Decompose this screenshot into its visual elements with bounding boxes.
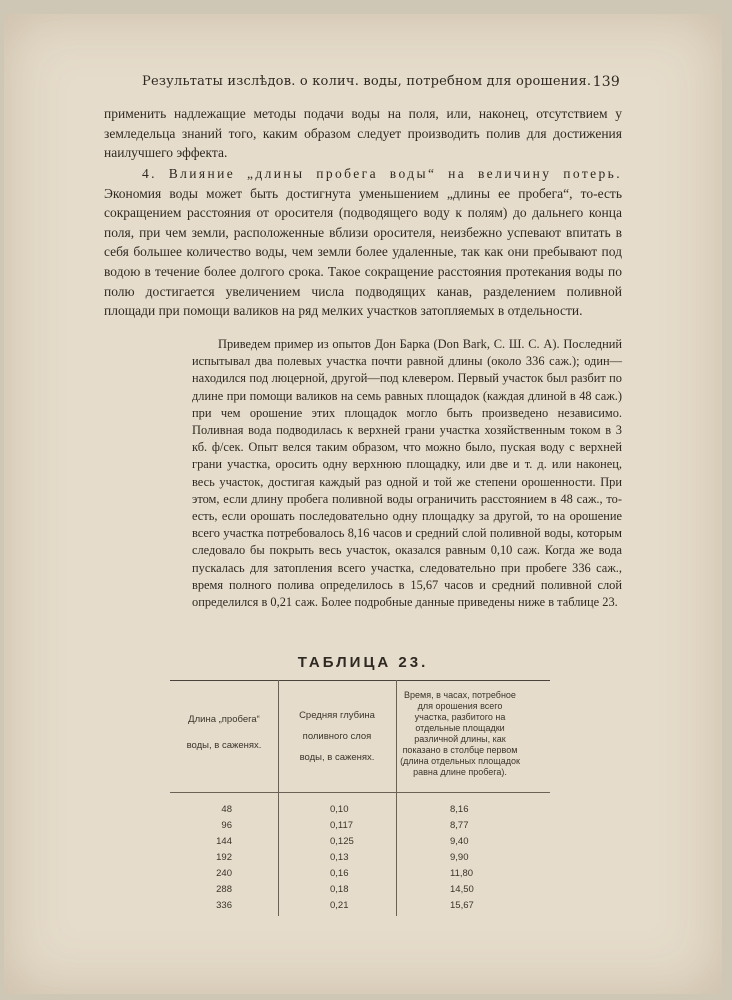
cell-length: 96 (221, 820, 232, 831)
paragraph-continuation: применить надлежащие методы подачи воды на поля, или, наконец, отсутствием у земледельца знаний того, каким образом следует производить полив для достижения наилучшего эффекта. (104, 106, 622, 161)
cell-length: 48 (221, 804, 232, 815)
header-depth-line1: Средняя глубина (299, 710, 375, 721)
cell-time: 14,50 (450, 884, 474, 895)
example-paragraph: Приведем пример из опытов Дон Барка (Don Bark, С. Ш. С. А). Последний испытывал два полевых участка почти равной длины (около 336 саж.); один—находился под люцерной, другой—под клевером. Первый участок был разбит по длине при помощи валиков на семь равных площадок (каждая длиной в 48 саж.) при чем орошение этих площадок могло быть произведено независимо. Поливная вода подводилась к верхней грани участка хозяйственным током в 3 кб. ф/сек. Опыт велся таким образом, что можно было, пуская воду с верхней грани участка, оросить одну верхнюю площадку, или две и т. д. или наконец, весь участок, достигая каждый раз одной и той же степени орошенности. При этом, если длину пробега поливной воды ограничить расстоянием в 48 саж., то-есть, если орошать последовательно одну площадку за другой, то на орошение всего участка потребовалось 8,16 часов и средний слой поливной воды, которым следовало бы покрыть весь участок, оказался равным 0,10 саж. Когда же вода пускалась для затопления всего участка, следовательно при пробеге 336 саж., время полного полива определилось в 15,67 часов и средний поливной слой определился в 0,21 саж. Более подробные данные приведены ниже в таблице 23. (192, 337, 622, 610)
cell-length: 288 (216, 884, 232, 895)
cell-depth: 0,125 (330, 836, 354, 847)
header-length-line2: воды, в саженях. (186, 740, 262, 751)
document-page (4, 14, 722, 994)
section-text: Экономия воды может быть достигнута уменьшением „длины ее пробега“, то-есть сокращением расстояния от оросителя (подводящего воду к полям) до дальнего конца поля, при чем земли, расположенные вблизи оросителя, неизбежно успевают впитать в себя большее количество воды, чем земли более удаленные, так как они пребывают под водою в течение более долгого срока. Такое сокращение расстояния протекания воды по полю достигается увеличением числа подводящих канав, разделением поливной площади при помощи валиков на ряд мелких участков затопляемых в отдельности. (104, 185, 622, 319)
section-paragraph (104, 164, 622, 321)
cell-depth: 0,21 (330, 900, 349, 911)
running-header (142, 74, 620, 89)
header-depth-line2: поливного слоя (302, 731, 372, 742)
cell-length: 336 (216, 900, 232, 911)
table-row (170, 868, 550, 884)
cell-time: 15,67 (450, 900, 474, 911)
page-number: 139 (592, 74, 620, 90)
data-table (170, 680, 550, 916)
header-depth-line3: воды, в саженях. (299, 752, 375, 763)
cell-depth: 0,16 (330, 868, 349, 879)
header-length-line1: Длина „пробега“ (188, 714, 260, 725)
table-row (170, 836, 550, 852)
cell-length: 240 (216, 868, 232, 879)
table-row (170, 884, 550, 900)
table-header-depth (278, 710, 396, 764)
section-heading: 4. Влияние „длины пробега воды“ на величину потерь. (142, 166, 622, 181)
table-header-length (170, 714, 278, 752)
table-row (170, 820, 550, 836)
cell-depth: 0,10 (330, 804, 349, 815)
table-header-time: Время, в часах, потребное для орошения всего участка, разбитого на отдельные площадки различной длины, как показано в столбце первом (длина отдельных площадок равна длине пробега). (400, 690, 520, 777)
table-header-rule (170, 792, 550, 793)
cell-length: 144 (216, 836, 232, 847)
cell-time: 9,90 (450, 852, 469, 863)
cell-time: 8,77 (450, 820, 469, 831)
table-caption: ТАБЛИЦА 23. (297, 654, 429, 671)
cell-time: 11,80 (450, 868, 474, 879)
cell-depth: 0,18 (330, 884, 349, 895)
table-row (170, 804, 550, 820)
cell-time: 9,40 (450, 836, 469, 847)
cell-time: 8,16 (450, 804, 469, 815)
table-row (170, 900, 550, 916)
cell-depth: 0,13 (330, 852, 349, 863)
table-row (170, 852, 550, 868)
running-title: Результаты изслѣдов. о колич. воды, потребном для орошения. (142, 74, 592, 89)
table-top-rule (170, 680, 550, 681)
cell-depth: 0,117 (330, 820, 354, 831)
cell-length: 192 (216, 852, 232, 863)
